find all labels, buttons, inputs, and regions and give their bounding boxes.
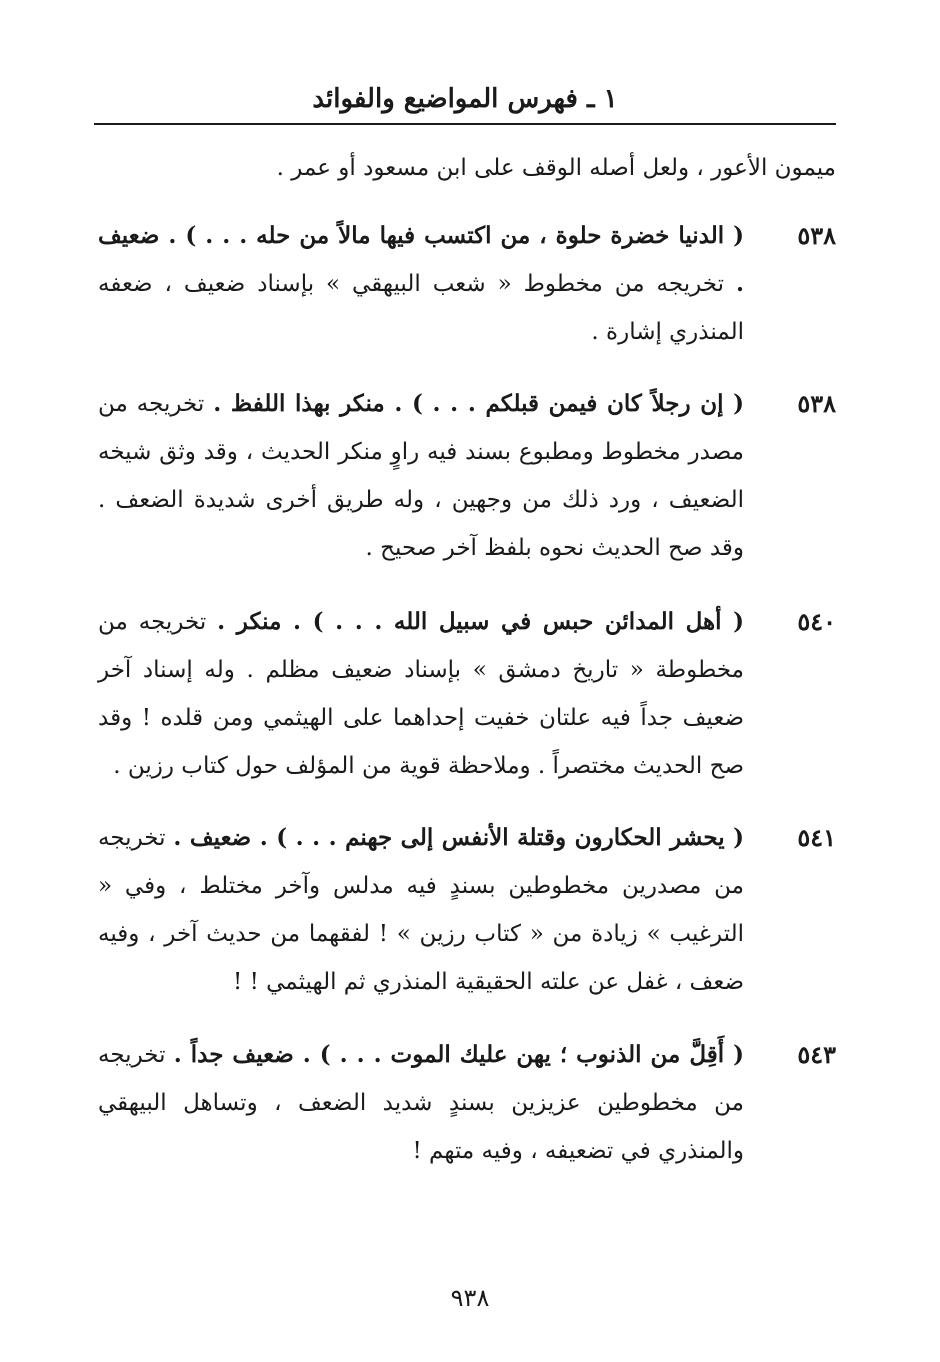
index-entry: [98, 814, 836, 1006]
index-entry: [98, 1031, 836, 1175]
entry-commentary: تخريجه من مخطوط « شعب البيهقي » بإسناد ضعيف ، ضعفه المنذري إشارة .: [98, 271, 744, 345]
entry-number: ٥٣٨: [797, 221, 836, 250]
page-number: ٩٣٨: [450, 1284, 490, 1312]
entry-commentary: تخريجه من مخطوطة « تاريخ دمشق » بإسناد ضعيف مظلم . وله إسناد آخر ضعيف جداً فيه علتان خفيت إحداهما على الهيثمي ومن قلده ! وقد صح الحديث مختصراً . وملاحظة قوية من المؤلف حول كتاب رزين .: [98, 609, 744, 779]
entry-hadith: ( أَقِلَّ من الذنوب ؛ يهن عليك الموت . . . ) . ضعيف جداً .: [173, 1041, 744, 1068]
entry-commentary: تخريجه من مصدر مخطوط ومطبوع بسند فيه راوٍ منكر الحديث ، وقد وثق شيخه الضعيف ، ورد ذلك من وجهين ، وله طريق أخرى شديدة الضعف . وقد صح الحديث نحوه بلفظ آخر صحيح .: [98, 391, 744, 561]
entry-number: ٥٤٣: [797, 1040, 836, 1069]
entry-number: ٥٣٨: [797, 389, 836, 418]
carry-over-line: ميمون الأعور ، ولعل أصله الوقف على ابن مسعود أو عمر .: [276, 155, 836, 181]
entry-number: ٥٤٠: [797, 607, 836, 636]
entry-number: ٥٤١: [797, 823, 836, 852]
index-entry: [98, 380, 836, 572]
entry-hadith: ( الدنيا خضرة حلوة ، من اكتسب فيها مالاً من حله . . . ) . ضعيف .: [98, 222, 744, 297]
entry-body: [98, 380, 744, 572]
index-entry: [98, 598, 836, 790]
entry-hadith: ( أهل المدائن حبس في سبيل الله . . . ) . منكر .: [217, 608, 744, 635]
entry-hadith: ( يحشر الحكارون وقتلة الأنفس إلى جهنم . . . ) . ضعيف .: [173, 824, 744, 851]
entry-hadith: ( إن رجلاً كان فيمن قبلكم . . . ) . منكر بهذا اللفظ .: [213, 390, 745, 417]
entry-body: [98, 814, 744, 1006]
entry-commentary: تخريجه من مصدرين مخطوطين بسندٍ فيه مدلس وآخر مختلط ، وفي « الترغيب » زيادة من « كتاب رزين » ! لفقهما من حديث آخر ، وفيه ضعف ، غفل عن علته الحقيقية المنذري ثم الهيثمي ! !: [98, 825, 744, 995]
entry-body: [98, 598, 744, 790]
index-entry: [98, 212, 836, 356]
entry-body: [98, 212, 744, 356]
entry-commentary: تخريجه من مخطوطين عزيزين بسندٍ شديد الضعف ، وتساهل البيهقي والمنذري في تضعيفه ، وفيه متهم !: [98, 1042, 744, 1164]
running-header: ١ ـ فهرس المواضيع والفوائد: [312, 84, 618, 114]
header-rule: [94, 123, 836, 125]
entry-body: [98, 1031, 744, 1175]
